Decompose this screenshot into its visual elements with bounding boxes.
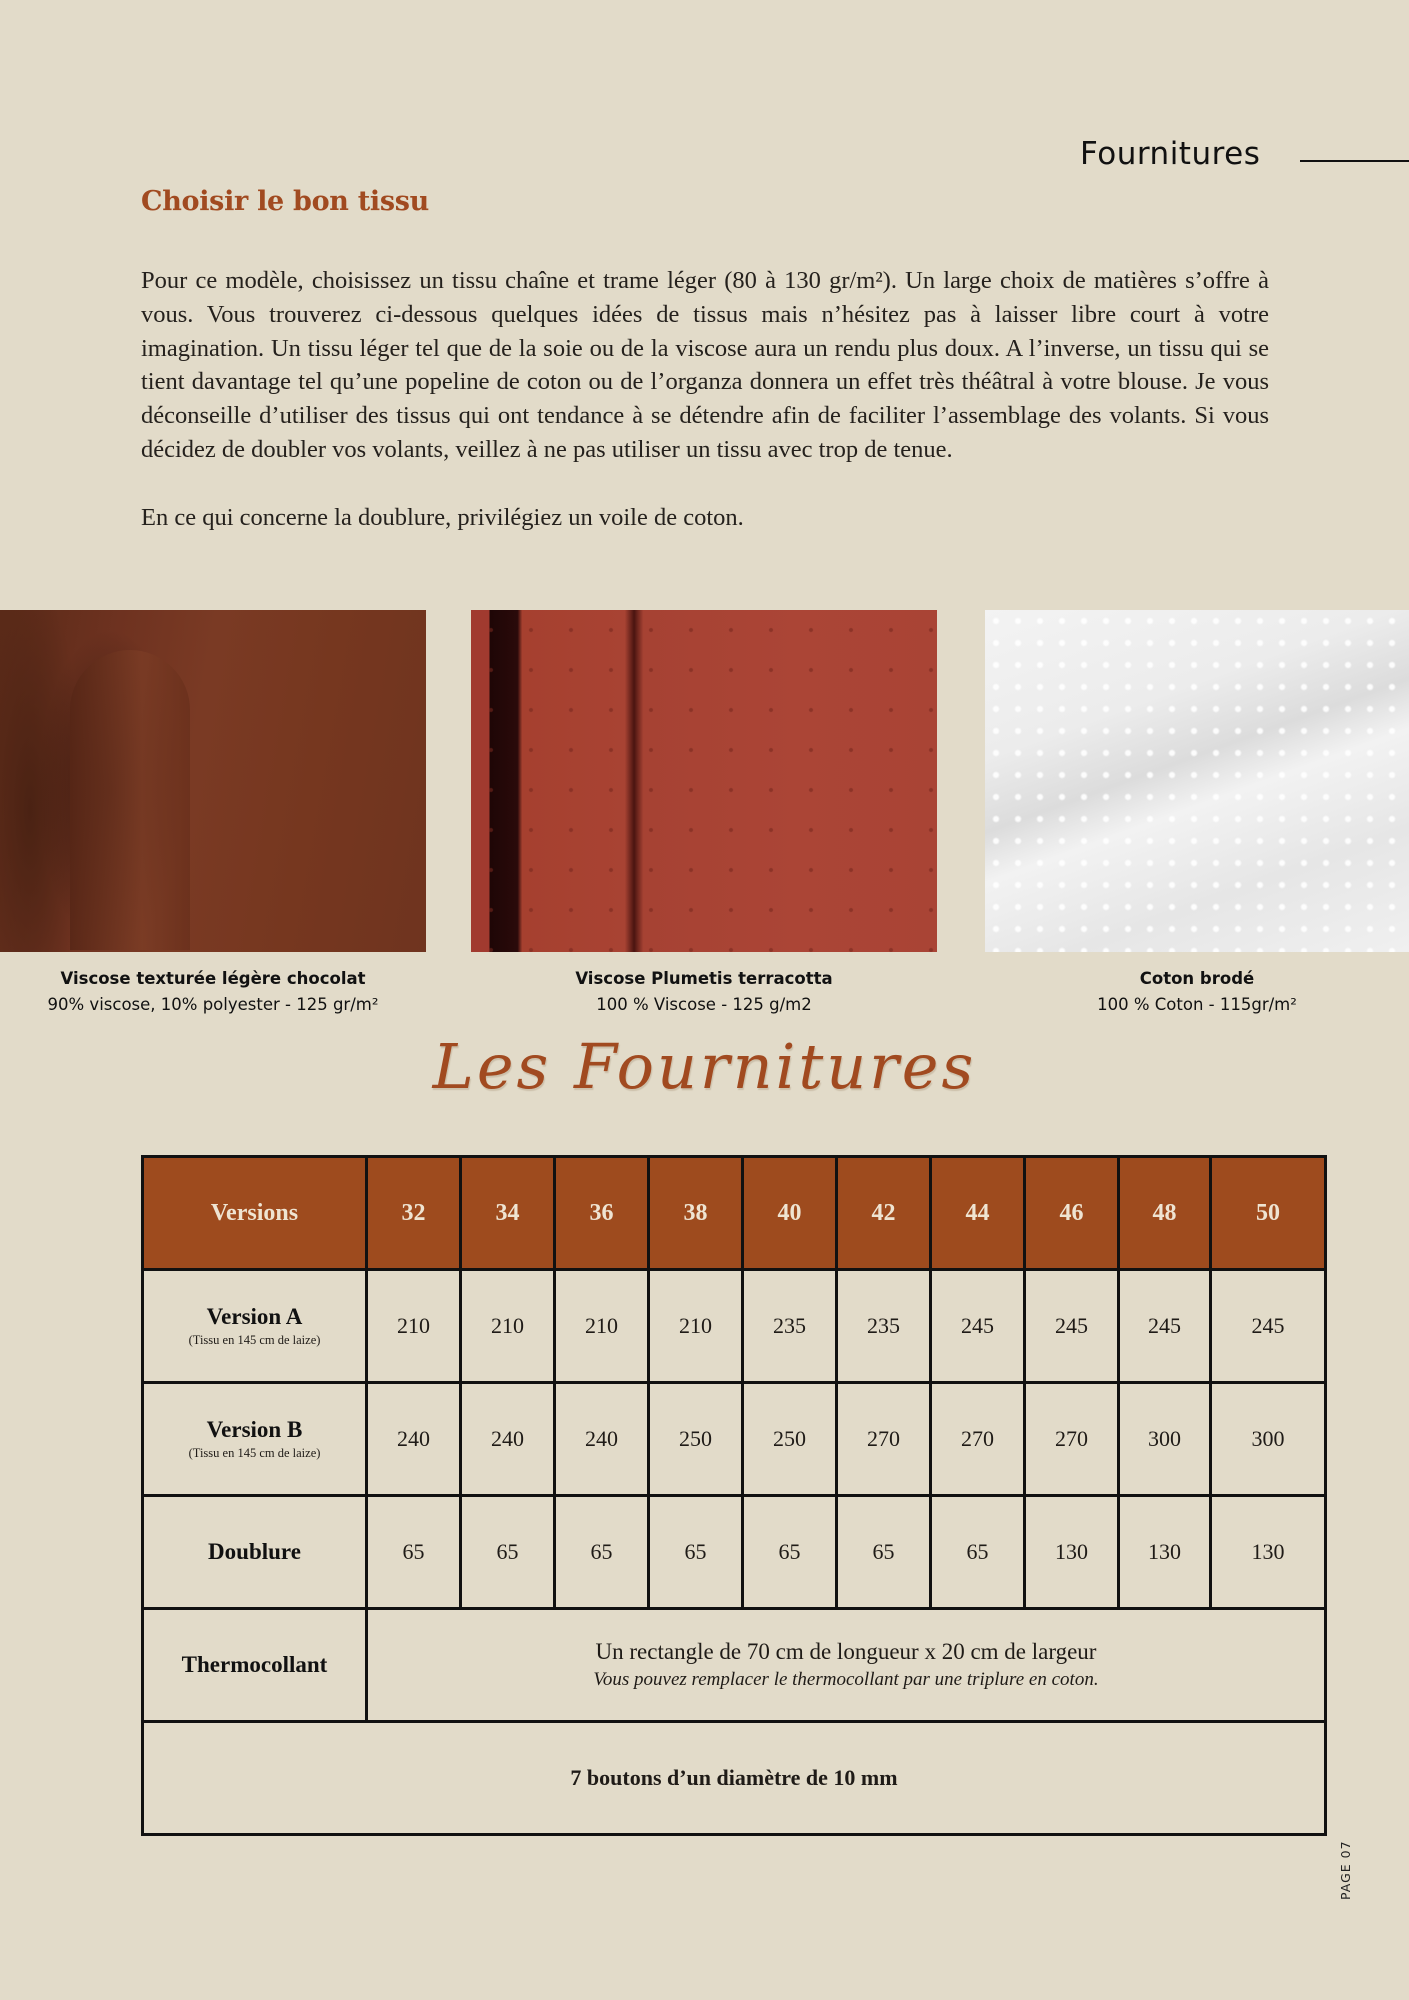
table-cell: 245 bbox=[1025, 1270, 1119, 1383]
table-row bbox=[143, 1383, 1326, 1496]
table-cell: 245 bbox=[1211, 1270, 1326, 1383]
table-cell: 250 bbox=[743, 1383, 837, 1496]
table-cell: 250 bbox=[649, 1383, 743, 1496]
intro-paragraph: En ce qui concerne la doublure, privilégiez un voile de coton. bbox=[141, 503, 744, 531]
table-cell: 245 bbox=[931, 1270, 1025, 1383]
table-cell: 270 bbox=[931, 1383, 1025, 1496]
fabric-name: Viscose texturée légère chocolat bbox=[60, 969, 366, 988]
section-rule bbox=[1300, 160, 1409, 162]
fabric-fold bbox=[70, 650, 190, 950]
column-header: 44 bbox=[931, 1157, 1025, 1270]
table-cell: 130 bbox=[1025, 1496, 1119, 1609]
table-cell: 65 bbox=[837, 1496, 931, 1609]
column-header: Versions bbox=[143, 1157, 367, 1270]
section-label: Fournitures bbox=[1080, 136, 1261, 172]
table-cell: 65 bbox=[931, 1496, 1025, 1609]
row-label-text: Version A bbox=[206, 1304, 303, 1329]
column-header: 42 bbox=[837, 1157, 931, 1270]
column-header: 40 bbox=[743, 1157, 837, 1270]
row-label bbox=[143, 1496, 367, 1609]
table-cell: 210 bbox=[367, 1270, 461, 1383]
column-header: 50 bbox=[1211, 1157, 1326, 1270]
table-row bbox=[143, 1270, 1326, 1383]
fabric-spec: 100 % Viscose - 125 g/m2 bbox=[596, 995, 812, 1014]
row-label bbox=[143, 1383, 367, 1496]
row-label-text: Thermocollant bbox=[181, 1652, 328, 1677]
table-cell: 210 bbox=[461, 1270, 555, 1383]
fabric-caption bbox=[0, 966, 426, 1018]
table-cell: 270 bbox=[837, 1383, 931, 1496]
table-cell: 65 bbox=[461, 1496, 555, 1609]
table-cell: 210 bbox=[649, 1270, 743, 1383]
fabric-caption bbox=[985, 966, 1409, 1018]
table-cell: 240 bbox=[367, 1383, 461, 1496]
table-cell: 245 bbox=[1119, 1270, 1211, 1383]
fabric-photo-chocolat bbox=[0, 610, 426, 952]
fabric-name: Coton brodé bbox=[1139, 969, 1255, 988]
table-cell: 235 bbox=[837, 1270, 931, 1383]
column-header: 48 bbox=[1119, 1157, 1211, 1270]
table-cell: 65 bbox=[367, 1496, 461, 1609]
table-cell: 65 bbox=[555, 1496, 649, 1609]
table-cell: 240 bbox=[461, 1383, 555, 1496]
row-sublabel: (Tissu en 145 cm de laize) bbox=[188, 1446, 321, 1460]
table-cell: 65 bbox=[743, 1496, 837, 1609]
fabric-spec: 90% viscose, 10% polyester - 125 gr/m² bbox=[47, 995, 379, 1014]
table-cell: 300 bbox=[1119, 1383, 1211, 1496]
buttons-cell: 7 boutons d’un diamètre de 10 mm bbox=[143, 1722, 1326, 1835]
fabric-name: Viscose Plumetis terracotta bbox=[575, 969, 833, 988]
table-row-buttons bbox=[143, 1722, 1326, 1835]
row-label bbox=[143, 1270, 367, 1383]
fabric-caption bbox=[471, 966, 937, 1018]
column-header: 34 bbox=[461, 1157, 555, 1270]
fabric-photo-coton-brode bbox=[985, 610, 1409, 952]
column-header: 46 bbox=[1025, 1157, 1119, 1270]
table-cell: 210 bbox=[555, 1270, 649, 1383]
table-cell: 130 bbox=[1211, 1496, 1326, 1609]
fabric-spec: 100 % Coton - 115gr/m² bbox=[1097, 995, 1297, 1014]
column-header: 32 bbox=[367, 1157, 461, 1270]
thermocollant-cell bbox=[367, 1609, 1326, 1722]
table-cell: 65 bbox=[649, 1496, 743, 1609]
row-label-text: Doublure bbox=[208, 1539, 301, 1564]
thermocollant-text: Un rectangle de 70 cm de longueur x 20 cm de largeur bbox=[595, 1639, 1097, 1664]
fabric-photo-terracotta bbox=[471, 610, 937, 952]
row-sublabel: (Tissu en 145 cm de laize) bbox=[188, 1333, 321, 1347]
table-cell: 130 bbox=[1119, 1496, 1211, 1609]
intro-paragraph: Pour ce modèle, choisissez un tissu chaîne et trame léger (80 à 130 gr/m²). Un large choix de matières s’offre à vous. Vous trouverez ci-dessous quelques idées de tissus mais n’hésitez pas à laisser libre court à votre imagination. Un tissu léger tel que de la soie ou de la viscose aura un rendu plus doux. A l’inverse, un tissu qui se tient davantage tel qu’une popeline de coton ou de l’organza donnera un effet très théâtral à votre blouse. Je vous déconseille d’utiliser des tissus qui ont tendance à se détendre afin de faciliter l’assemblage des volants. Si vous décidez de doubler vos volants, veillez à ne pas utiliser un tissu avec trop de tenue. bbox=[141, 267, 1269, 463]
table-row bbox=[143, 1496, 1326, 1609]
thermocollant-note: Vous pouvez remplacer le thermocollant par une triplure en coton. bbox=[593, 1669, 1099, 1690]
table-cell: 240 bbox=[555, 1383, 649, 1496]
supplies-title: Les Fournitures bbox=[432, 1030, 977, 1103]
supplies-table bbox=[141, 1155, 1327, 1836]
page-title: Choisir le bon tissu bbox=[141, 186, 429, 217]
table-cell: 235 bbox=[743, 1270, 837, 1383]
row-label bbox=[143, 1609, 367, 1722]
intro-body bbox=[141, 264, 1269, 534]
table-cell: 300 bbox=[1211, 1383, 1326, 1496]
table-row-thermocollant bbox=[143, 1609, 1326, 1722]
column-header: 36 bbox=[555, 1157, 649, 1270]
row-label-text: Version B bbox=[206, 1417, 303, 1442]
column-header: 38 bbox=[649, 1157, 743, 1270]
table-cell: 270 bbox=[1025, 1383, 1119, 1496]
page-number: PAGE 07 bbox=[1338, 1840, 1353, 1900]
table-header-row bbox=[143, 1157, 1326, 1270]
